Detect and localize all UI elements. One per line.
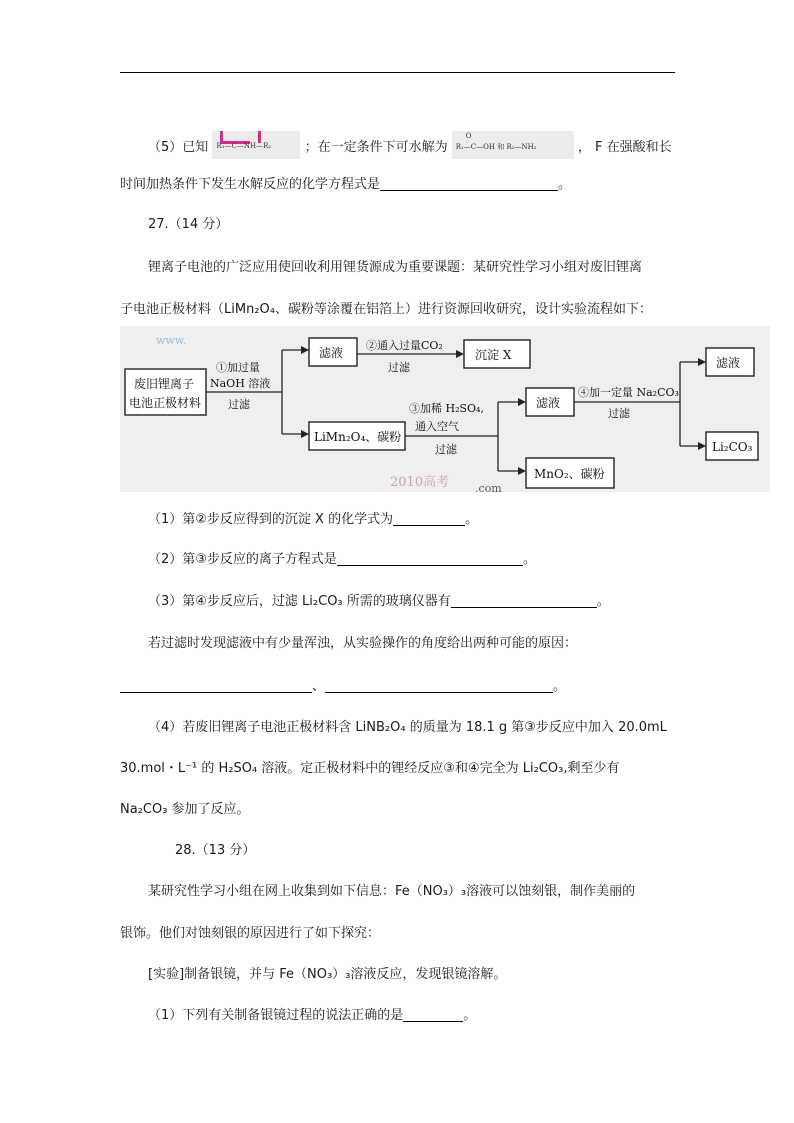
watermark-text: www.	[156, 334, 187, 347]
q27-1-text: （1）第②步反应得到的沉淀 X 的化学式为	[148, 512, 394, 527]
q26-5-mid: ；在一定条件下可水解为	[304, 140, 448, 155]
q27-2	[148, 548, 536, 567]
filtrate-label-3: 滤液	[716, 356, 741, 370]
amide-formula-image: R₁—C—NH—R₂	[212, 131, 300, 159]
filtrate-label-2: 滤液	[536, 396, 561, 410]
answer-blank[interactable]	[403, 1007, 463, 1022]
q26-5-pre: （5）已知	[148, 140, 209, 155]
period: 。	[465, 512, 479, 527]
q27-heading: 27.（14 分）	[148, 217, 229, 232]
watermark-text: .com	[475, 482, 502, 492]
step1-label-c: 过滤	[228, 398, 250, 411]
start-label-1: 废旧锂离子	[134, 377, 195, 391]
q26-5-line2-text: 时间加热条件下发生水解反应的化学方程式是	[120, 177, 381, 192]
period: 。	[522, 552, 536, 567]
q26-5-post: ， F 在强酸和长	[577, 140, 672, 155]
period: 。	[558, 177, 572, 192]
process-flow-diagram	[120, 326, 770, 492]
q28-1	[148, 1004, 476, 1023]
li2co3-label: Li₂CO₃	[712, 440, 753, 454]
q27-4-line3: Na₂CO₃ 参加了反应。	[120, 802, 250, 817]
q27-4-line1: （4）若废旧锂离子电池正极材料含 LiNB₂O₄ 的质量为 18.1 g 第③步反应中加入 20.0mL	[148, 720, 667, 735]
step4-label-a: ④加一定量 Na₂CO₃	[578, 386, 679, 399]
q27-intro-line2: 子电池正极材料（LiMn₂O₄、碳粉等涂覆在铝箔上）进行资源回收研究，设计实验流程如下：	[120, 302, 652, 317]
limn2o4-label: LiMn₂O₄、碳粉	[314, 430, 402, 444]
step3-label-c: 过滤	[435, 443, 457, 456]
q28-intro-line2: 银饰。他们对蚀刻银的原因进行了如下探究：	[120, 926, 381, 941]
q26-5-line2	[120, 173, 571, 192]
step3-label-a: ③加稀 H₂SO₄,	[409, 402, 484, 415]
q28-heading: 28.（13 分）	[175, 843, 256, 858]
q27-4-line2: 30.mol・L⁻¹ 的 H₂SO₄ 溶液。定正极材料中的锂经反应③和④完全为 Li₂CO₃,剩至少有	[120, 761, 620, 776]
step2-label-a: ②通入过量CO₂	[366, 339, 443, 352]
q26-5-line1	[148, 131, 672, 159]
q28-intro-line1: 某研究性学习小组在网上收集到如下信息：Fe（NO₃）₃溶液可以蚀刻银，制作美丽的	[148, 884, 636, 899]
answer-blank[interactable]	[337, 551, 523, 566]
q28-1-text: （1）下列有关制备银镜过程的说法正确的是	[148, 1008, 404, 1023]
header-rule	[120, 72, 675, 73]
separator: 、	[312, 679, 326, 694]
q27-3b-answers	[120, 675, 566, 694]
precipitate-x-label: 沉淀 X	[475, 348, 512, 362]
q27-1	[148, 508, 478, 527]
q27-3	[148, 590, 610, 609]
answer-blank[interactable]	[380, 176, 558, 191]
step1-label-b: NaOH 溶液	[210, 377, 271, 390]
watermark-text: 2010高考	[390, 475, 450, 490]
answer-blank[interactable]	[451, 593, 597, 608]
mno2-label: MnO₂、碳粉	[534, 467, 605, 481]
q27-intro-line1: 锂离子电池的广泛应用使回收利用锂货源成为重要课题：某研究性学习小组对废旧锂离	[148, 260, 643, 275]
filtrate-label-1: 滤液	[319, 346, 344, 360]
period: 。	[596, 594, 610, 609]
q27-3b: 若过滤时发现滤液中有少量浑浊，从实验操作的角度给出两种可能的原因：	[148, 636, 578, 651]
start-label-2: 电池正极材料	[129, 396, 202, 410]
answer-blank[interactable]	[325, 678, 553, 693]
step1-label-a: ①加过量	[216, 361, 260, 374]
q27-3-text: （3）第④步反应后，过滤 Li₂CO₃ 所需的玻璃仪器有	[148, 594, 451, 609]
step4-label-b: 过滤	[608, 407, 630, 420]
answer-blank[interactable]	[120, 678, 312, 693]
period: 。	[553, 679, 567, 694]
hydrolysis-formula-image: O R₁—C—OH 和 R₂—NH₂	[452, 131, 574, 159]
q27-2-text: （2）第③步反应的离子方程式是	[148, 552, 337, 567]
q28-experiment: [实验]制备银镜，并与 Fe（NO₃）₃溶液反应，发现银镜溶解。	[148, 967, 507, 982]
step3-label-b: 通入空气	[415, 420, 459, 433]
period: 。	[463, 1008, 477, 1023]
step2-label-b: 过滤	[388, 361, 410, 374]
answer-blank[interactable]	[393, 511, 465, 526]
